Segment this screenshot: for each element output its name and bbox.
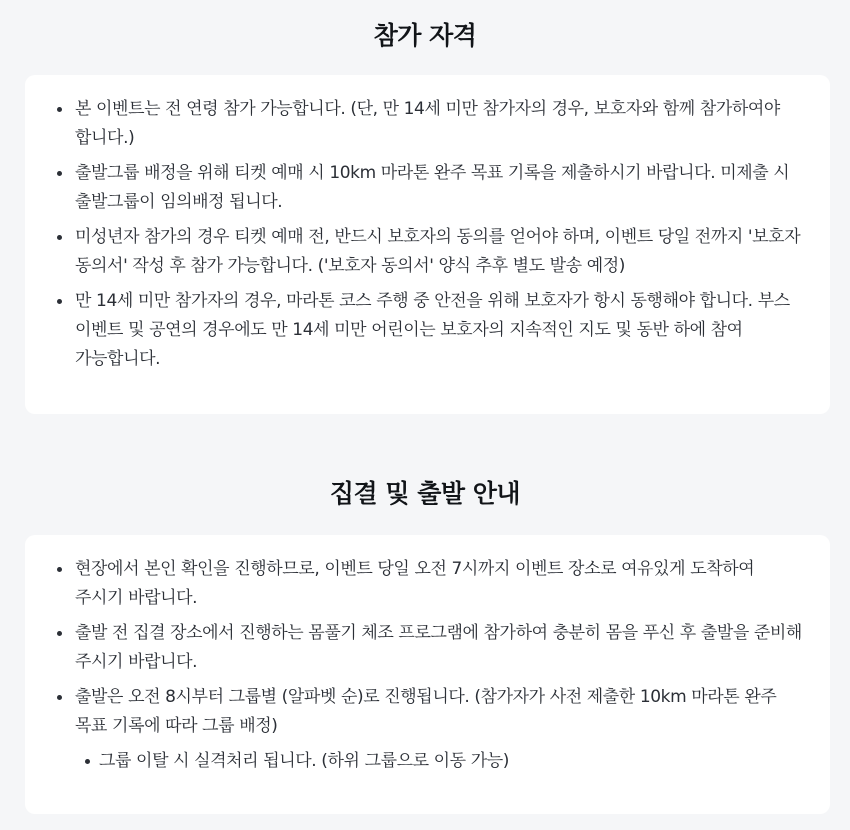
section-title-eligibility: 참가 자격 [373,21,477,50]
sub-list [75,747,806,776]
list-item [55,683,806,776]
list-item: 출발그룹 배정을 위해 티켓 예매 시 10km 마라톤 완주 목표 기록을 제출하시기 바랍니다. 미제출 시 출발그룹이 임의배정 됩니다. [55,159,806,217]
eligibility-card [25,75,830,414]
list-item: 만 14세 미만 참가자의 경우, 마라톤 코스 주행 중 안전을 위해 보호자가 항시 동행해야 합니다. 부스 이벤트 및 공연의 경우에도 만 14세 미만 어린이는 보호자의 지속적인 지도 및 동반 하에 참여 가능합니다. [55,287,806,374]
assembly-list [55,555,806,776]
eligibility-list [55,95,806,374]
list-item: 미성년자 참가의 경우 티켓 예매 전, 반드시 보호자의 동의를 얻어야 하며, 이벤트 당일 전까지 '보호자 동의서' 작성 후 참가 가능합니다. ('보호자 동의서' 양식 추후 별도 발송 예정) [55,223,806,281]
list-item: 현장에서 본인 확인을 진행하므로, 이벤트 당일 오전 7시까지 이벤트 장소로 여유있게 도착하여 주시기 바랍니다. [55,555,806,613]
section-title-assembly: 집결 및 출발 안내 [329,479,521,508]
sub-list-item: 그룹 이탈 시 실격처리 됩니다. (하위 그룹으로 이동 가능) [99,747,806,776]
assembly-card [25,535,830,814]
list-item-text: 출발은 오전 8시부터 그룹별 (알파벳 순)로 진행됩니다. (참가자가 사전 제출한 10km 마라톤 완주 목표 기록에 따라 그룹 배정) [75,687,777,736]
list-item: 출발 전 집결 장소에서 진행하는 몸풀기 체조 프로그램에 참가하여 충분히 몸을 푸신 후 출발을 준비해 주시기 바랍니다. [55,619,806,677]
list-item: 본 이벤트는 전 연령 참가 가능합니다. (단, 만 14세 미만 참가자의 경우, 보호자와 함께 참가하여야 합니다.) [55,95,806,153]
